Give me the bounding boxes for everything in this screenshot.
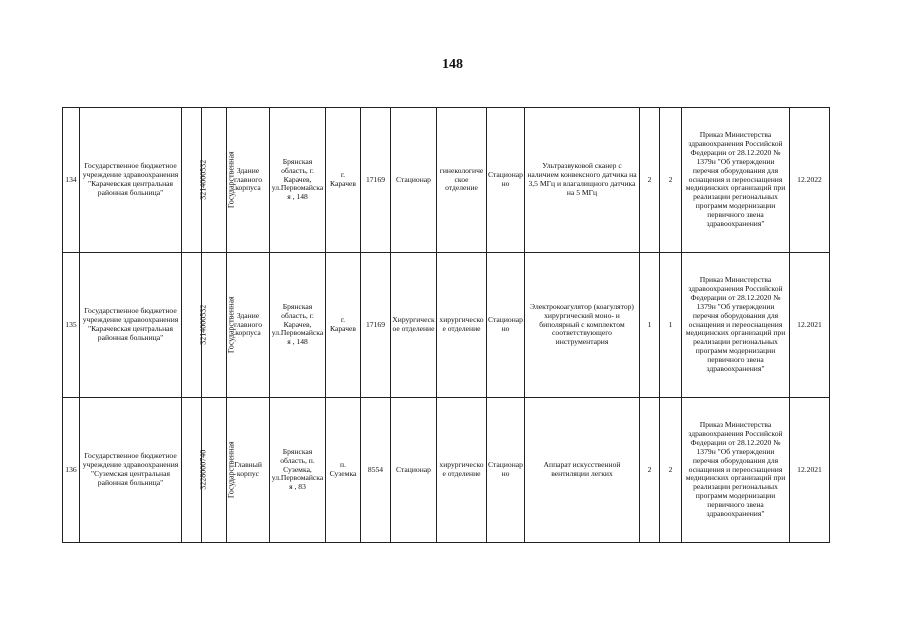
institution-code: 3214000532 [182,253,202,398]
institution-code: 3228000740 [182,398,202,543]
institution-name: Государственное бюджетное учреждение здравоохранения "Карачевская центральная районная больница" [80,253,182,398]
table-row [63,398,830,543]
care-type: Стационар [391,398,437,543]
quantity-plan: 2 [640,398,660,543]
legal-basis: Приказ Министерства здравоохранения Российской Федерации от 28.12.2020 № 1379н "Об утверждении перечня оборудования для оснащения и переоснащения медицинских организаций при реализации региональных программ модернизации первичного звена здравоохранения" [682,398,790,543]
settlement: п. Суземка [326,398,361,543]
institution-name: Государственное бюджетное учреждение здравоохранения "Карачевская центральная районная больница" [80,108,182,253]
institution-name: Государственное бюджетное учреждение здравоохранения "Суземская центральная районная больница" [80,398,182,543]
equipment-name: Ультразвуковой сканер с наличием конвексного датчика на 3,5 МГц и влагалищного датчика на 5 МГц [525,108,640,253]
population: 17169 [361,108,391,253]
building-name: Здание главного корпуса [227,108,270,253]
address: Брянская область, г. Карачев, ул.Первомайская , 148 [270,253,326,398]
delivery-date: 12.2022 [790,108,830,253]
department: гинекологическое отделение [437,108,487,253]
ownership-form: Государственная [202,398,227,543]
table-row [63,108,830,253]
quantity-plan: 1 [640,253,660,398]
address: Брянская область, п. Суземка, ул.Первомайская , 83 [270,398,326,543]
department: хирургическое отделение [437,253,487,398]
ownership-form: Государственная [202,253,227,398]
population: 8554 [361,398,391,543]
row-number: 136 [63,398,80,543]
institution-code: 3214000532 [182,108,202,253]
address: Брянская область, г. Карачев, ул.Первомайская , 148 [270,108,326,253]
care-type: Стационар [391,108,437,253]
settlement: г. Карачев [326,108,361,253]
quantity-fact: 1 [660,253,682,398]
population: 17169 [361,253,391,398]
legal-basis: Приказ Министерства здравоохранения Российской Федерации от 28.12.2020 № 1379н "Об утверждении перечня оборудования для оснащения и переоснащения медицинских организаций при реализации региональных программ модернизации первичного звена здравоохранения" [682,253,790,398]
delivery-date: 12.2021 [790,253,830,398]
building-name: Здание главного корпуса [227,253,270,398]
row-number: 135 [63,253,80,398]
settlement: г. Карачев [326,253,361,398]
equipment-name: Аппарат искусственной вентиляции легких [525,398,640,543]
delivery-date: 12.2021 [790,398,830,543]
care-condition: Стационарно [487,108,525,253]
care-condition: Стационарно [487,398,525,543]
equipment-name: Электрокоагулятор (коагулятор) хирургический моно- и биполярный с комплектом соответствующего инструментария [525,253,640,398]
department: хирургическое отделение [437,398,487,543]
legal-basis: Приказ Министерства здравоохранения Российской Федерации от 28.12.2020 № 1379н "Об утверждении перечня оборудования для оснащения и переоснащения медицинских организаций при реализации региональных программ модернизации первичного звена здравоохранения" [682,108,790,253]
building-name: Главный корпус [227,398,270,543]
ownership-form: Государственная [202,108,227,253]
row-number: 134 [63,108,80,253]
quantity-fact: 2 [660,108,682,253]
care-condition: Стационарно [487,253,525,398]
quantity-fact: 2 [660,398,682,543]
quantity-plan: 2 [640,108,660,253]
equipment-registry-table [62,107,830,543]
page-number: 148 [442,57,463,72]
care-type: Хирургическое отделение [391,253,437,398]
table-row [63,253,830,398]
